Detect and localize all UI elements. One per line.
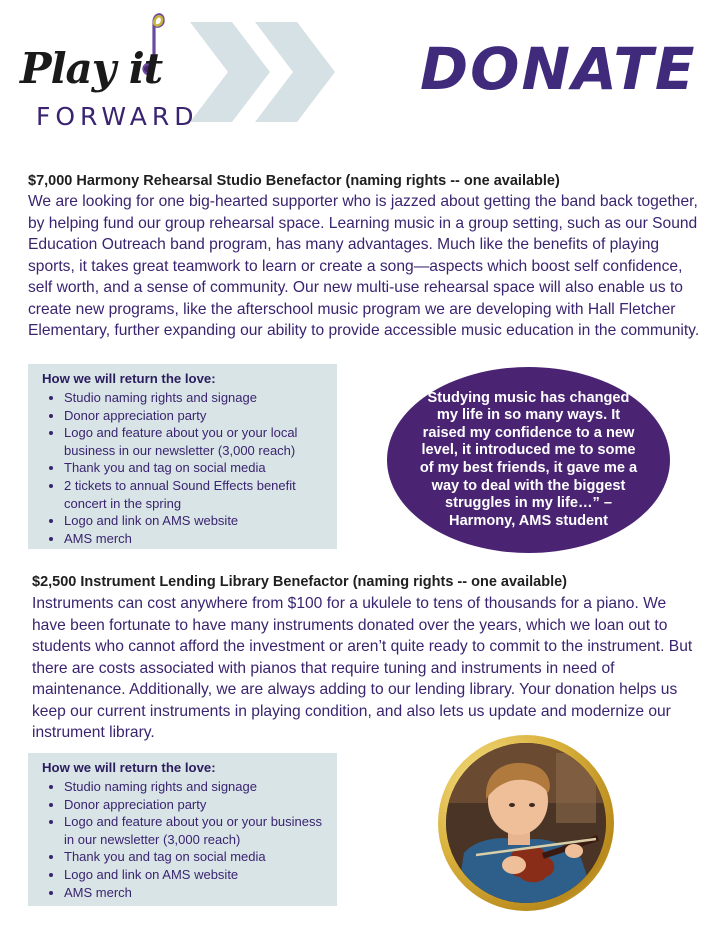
boy-with-violin-illustration (446, 743, 606, 903)
list-item: • 2 tickets to annual Sound Effects benefit concert in the spring (64, 477, 327, 512)
list-item: • AMS merch (64, 530, 327, 548)
list-item: • AMS merch (64, 884, 327, 902)
list-item: • Donor appreciation party (64, 407, 327, 425)
section2-benefits-list (40, 778, 327, 901)
list-item: • Studio naming rights and signage (64, 778, 327, 796)
section2-benefits-title: How we will return the love: (42, 760, 216, 775)
section2-body: Instruments can cost anywhere from $100 for a ukulele to tens of thousands for a piano. We have been fortunate to have many instruments donated over the years, which we loan out to students who cannot afford the investment or aren’t quite ready to commit to the instrument. But there are costs associated with pianos that require tuning and instruments in need of maintenance. Additionally, we are always adding to our lending library. Your donation helps us keep our current instruments in playing condition, and also lets us update and modernize our instrument library. (32, 595, 693, 741)
section1-benefits-list (40, 389, 327, 547)
section1-benefits-box (28, 364, 337, 549)
student-photo-frame (438, 735, 614, 911)
play-it-forward-logo (18, 8, 199, 138)
chevron-arrows-icon (190, 22, 335, 122)
list-item: • Logo and link on AMS website (64, 866, 327, 884)
section2-heading: $2,500 Instrument Lending Library Benefactor (naming rights -- one available) (32, 574, 567, 590)
section1-benefits-title: How we will return the love: (42, 371, 216, 386)
list-item: • Logo and link on AMS website (64, 512, 327, 530)
section1-heading: $7,000 Harmony Rehearsal Studio Benefactor (naming rights -- one available) (28, 173, 560, 189)
list-item: • Thank you and tag on social media (64, 848, 327, 866)
list-item: • Thank you and tag on social media (64, 459, 327, 477)
student-violin-photo (446, 743, 606, 903)
testimonial-quote-oval (387, 367, 670, 553)
list-item: • Studio naming rights and signage (64, 389, 327, 407)
list-item: • Logo and feature about you or your local business in our newsletter (3,000 reach) (64, 424, 327, 459)
list-item: • Donor appreciation party (64, 796, 327, 814)
logo-forward-text: FORWARD (36, 102, 199, 131)
page-title: DONATE (420, 35, 697, 103)
list-item: • Logo and feature about you or your business in our newsletter (3,000 reach) (64, 813, 327, 848)
section2-benefits-box (28, 753, 337, 906)
logo-play-text: Play it (20, 44, 163, 93)
section1-body: We are looking for one big-hearted supporter who is jazzed about getting the band back together, by helping fund our group rehearsal space. Learning music in a group setting, such as our Sound Education Outreach band program, has many advantages. Much like the benefits of playing sports, it takes great teamwork to learn or create a song—aspects which boost self confidence, self worth, and a sense of community. Our new multi-use rehearsal space will also enable us to create new programs, like the afterschool music program we are developing with Hall Fletcher Elementary, further expanding our ability to provide accessible music education in the community. (28, 193, 700, 339)
testimonial-quote-text: Studying music has changed my life in so many ways. It raised my confidence to a new level, it introduced me to some of my best friends, it gave me a way to deal with the biggest struggles in my life…” – Harmony, AMS student (419, 389, 638, 529)
